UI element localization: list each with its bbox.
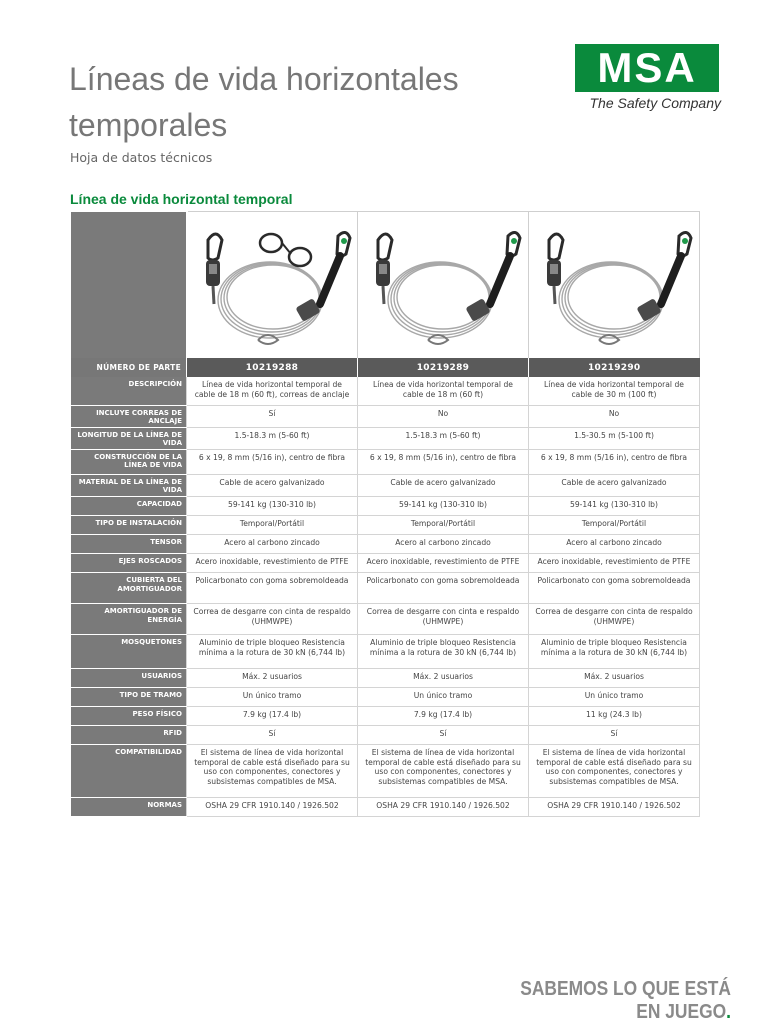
spec-cell: Temporal/Portátil bbox=[187, 516, 358, 535]
spec-cell: Máx. 2 usuarios bbox=[529, 669, 700, 688]
spec-table-body bbox=[71, 212, 700, 817]
title-line-1: Líneas de vida horizontales bbox=[69, 61, 459, 97]
spec-row bbox=[71, 535, 700, 554]
spec-row-label: TENSOR bbox=[71, 535, 187, 554]
spec-cell: Cable de acero galvanizado bbox=[358, 474, 529, 496]
spec-row bbox=[71, 516, 700, 535]
spec-row-label: TIPO DE INSTALACIÓN bbox=[71, 516, 187, 535]
spec-cell: Policarbonato con goma sobremoldeada bbox=[187, 573, 358, 604]
spec-cell: 59-141 kg (130-310 lb) bbox=[358, 497, 529, 516]
spec-row-label: AMORTIGUADOR DE ENERGÍA bbox=[71, 604, 187, 635]
spec-row-label: EJES ROSCADOS bbox=[71, 554, 187, 573]
spec-cell: Sí bbox=[529, 726, 700, 745]
spec-cell: Acero al carbono zincado bbox=[187, 535, 358, 554]
spec-cell: 1.5-30.5 m (5-100 ft) bbox=[529, 427, 700, 449]
spec-row-label: NORMAS bbox=[71, 798, 187, 817]
spec-row bbox=[71, 798, 700, 817]
spec-cell: No bbox=[358, 405, 529, 427]
spec-cell: 1.5-18.3 m (5-60 ft) bbox=[187, 427, 358, 449]
logo-tagline: The Safety Company bbox=[589, 95, 721, 111]
spec-row-label: COMPATIBILIDAD bbox=[71, 745, 187, 798]
lifeline-illustration bbox=[188, 212, 357, 358]
image-row bbox=[71, 212, 700, 359]
spec-row-label: CAPACIDAD bbox=[71, 497, 187, 516]
spec-cell: 59-141 kg (130-310 lb) bbox=[529, 497, 700, 516]
product-image-10219289 bbox=[358, 212, 529, 359]
spec-row bbox=[71, 688, 700, 707]
spec-cell: Sí bbox=[358, 726, 529, 745]
spec-row bbox=[71, 604, 700, 635]
spec-row-label: RFID bbox=[71, 726, 187, 745]
spec-cell: Policarbonato con goma sobremoldeada bbox=[529, 573, 700, 604]
spec-row-label: MATERIAL DE LA LÍNEA DE VIDA bbox=[71, 474, 187, 496]
footer-slogan-text: SABEMOS LO QUE ESTÁ EN JUEGO bbox=[520, 978, 731, 1023]
spec-cell: OSHA 29 CFR 1910.140 / 1926.502 bbox=[358, 798, 529, 817]
part-number-cell: 10219290 bbox=[529, 358, 700, 377]
spec-row-label: LONGITUD DE LA LÍNEA DE VIDA bbox=[71, 427, 187, 449]
spec-cell: Línea de vida horizontal temporal de cable de 18 m (60 ft) bbox=[358, 377, 529, 405]
spec-cell: Aluminio de triple bloqueo Resistencia mínima a la rotura de 30 kN (6,744 lb) bbox=[187, 635, 358, 669]
spec-row bbox=[71, 427, 700, 449]
spec-cell: Acero al carbono zincado bbox=[529, 535, 700, 554]
spec-cell: Sí bbox=[187, 405, 358, 427]
spec-row-label: CONSTRUCCIÓN DE LA LÍNEA DE VIDA bbox=[71, 449, 187, 474]
spec-row bbox=[71, 377, 700, 405]
lifeline-illustration bbox=[358, 212, 527, 358]
spec-cell: Acero al carbono zincado bbox=[358, 535, 529, 554]
spec-row bbox=[71, 669, 700, 688]
part-number-cell: 10219289 bbox=[358, 358, 529, 377]
spec-row bbox=[71, 405, 700, 427]
spec-cell: 7.9 kg (17.4 lb) bbox=[187, 707, 358, 726]
product-image-10219288 bbox=[187, 212, 358, 359]
spec-cell: Acero inoxidable, revestimiento de PTFE bbox=[358, 554, 529, 573]
spec-cell: Correa de desgarre con cinta e respaldo (UHMWPE) bbox=[358, 604, 529, 635]
spec-row-label: USUARIOS bbox=[71, 669, 187, 688]
spec-row bbox=[71, 707, 700, 726]
spec-cell: Sí bbox=[187, 726, 358, 745]
spec-cell: Policarbonato con goma sobremoldeada bbox=[358, 573, 529, 604]
spec-cell: 1.5-18.3 m (5-60 ft) bbox=[358, 427, 529, 449]
spec-cell: No bbox=[529, 405, 700, 427]
spec-row bbox=[71, 745, 700, 798]
spec-cell: Un único tramo bbox=[358, 688, 529, 707]
spec-cell: Cable de acero galvanizado bbox=[529, 474, 700, 496]
spec-cell: 6 x 19, 8 mm (5/16 in), centro de fibra bbox=[187, 449, 358, 474]
section-title: Línea de vida horizontal temporal bbox=[70, 191, 293, 207]
part-number-label: NÚMERO DE PARTE bbox=[71, 358, 187, 377]
page-title bbox=[69, 56, 539, 148]
spec-cell: Aluminio de triple bloqueo Resistencia mínima a la rotura de 30 kN (6,744 lb) bbox=[529, 635, 700, 669]
spec-row bbox=[71, 573, 700, 604]
spec-row-label: MOSQUETONES bbox=[71, 635, 187, 669]
spec-row-label: CUBIERTA DEL AMORTIGUADOR bbox=[71, 573, 187, 604]
image-row-label-cell bbox=[71, 212, 187, 359]
spec-cell: El sistema de línea de vida horizontal temporal de cable está diseñado para su uso con componentes, conectores y subsistemas compatibles de MSA. bbox=[187, 745, 358, 798]
product-image-10219290 bbox=[529, 212, 700, 359]
spec-cell: El sistema de línea de vida horizontal temporal de cable está diseñado para su uso con componentes, conectores y subsistemas compatibles de MSA. bbox=[358, 745, 529, 798]
spec-row bbox=[71, 449, 700, 474]
spec-row bbox=[71, 474, 700, 496]
spec-cell: Cable de acero galvanizado bbox=[187, 474, 358, 496]
spec-cell: Máx. 2 usuarios bbox=[187, 669, 358, 688]
spec-cell: 6 x 19, 8 mm (5/16 in), centro de fibra bbox=[358, 449, 529, 474]
spec-row bbox=[71, 635, 700, 669]
spec-cell: OSHA 29 CFR 1910.140 / 1926.502 bbox=[187, 798, 358, 817]
spec-cell: OSHA 29 CFR 1910.140 / 1926.502 bbox=[529, 798, 700, 817]
spec-cell: Correa de desgarre con cinta de respaldo (UHMWPE) bbox=[187, 604, 358, 635]
spec-cell: Acero inoxidable, revestimiento de PTFE bbox=[529, 554, 700, 573]
spec-row-label: INCLUYE CORREAS DE ANCLAJE bbox=[71, 405, 187, 427]
spec-cell: Acero inoxidable, revestimiento de PTFE bbox=[187, 554, 358, 573]
spec-cell: 59-141 kg (130-310 lb) bbox=[187, 497, 358, 516]
spec-row-label: TIPO DE TRAMO bbox=[71, 688, 187, 707]
spec-cell: Temporal/Portátil bbox=[529, 516, 700, 535]
msa-logo bbox=[575, 44, 719, 92]
spec-row-label: DESCRIPCIÓN bbox=[71, 377, 187, 405]
spec-row bbox=[71, 497, 700, 516]
part-number-cell: 10219288 bbox=[187, 358, 358, 377]
spec-cell: Aluminio de triple bloqueo Resistencia mínima a la rotura de 30 kN (6,744 lb) bbox=[358, 635, 529, 669]
spec-cell: El sistema de línea de vida horizontal temporal de cable está diseñado para su uso con componentes, conectores y subsistemas compatibles de MSA. bbox=[529, 745, 700, 798]
spec-row bbox=[71, 726, 700, 745]
logo-brand-text: MSA bbox=[597, 44, 697, 91]
spec-cell: Un único tramo bbox=[187, 688, 358, 707]
spec-cell: Línea de vida horizontal temporal de cable de 30 m (100 ft) bbox=[529, 377, 700, 405]
spec-cell: 7.9 kg (17.4 lb) bbox=[358, 707, 529, 726]
spec-row-label: PESO FÍSICO bbox=[71, 707, 187, 726]
spec-table bbox=[70, 211, 700, 817]
spec-cell: Correa de desgarre con cinta de respaldo (UHMWPE) bbox=[529, 604, 700, 635]
spec-cell: Temporal/Portátil bbox=[358, 516, 529, 535]
footer-dot: . bbox=[726, 1001, 731, 1023]
spec-cell: Un único tramo bbox=[529, 688, 700, 707]
spec-row bbox=[71, 554, 700, 573]
part-number-row bbox=[71, 358, 700, 377]
footer-slogan bbox=[505, 978, 731, 1024]
spec-cell: 6 x 19, 8 mm (5/16 in), centro de fibra bbox=[529, 449, 700, 474]
title-line-2: temporales bbox=[69, 107, 228, 143]
spec-cell: Máx. 2 usuarios bbox=[358, 669, 529, 688]
spec-cell: 11 kg (24.3 lb) bbox=[529, 707, 700, 726]
spec-cell: Línea de vida horizontal temporal de cable de 18 m (60 ft), correas de anclaje bbox=[187, 377, 358, 405]
lifeline-illustration bbox=[529, 212, 698, 358]
page-subtitle: Hoja de datos técnicos bbox=[70, 150, 213, 165]
